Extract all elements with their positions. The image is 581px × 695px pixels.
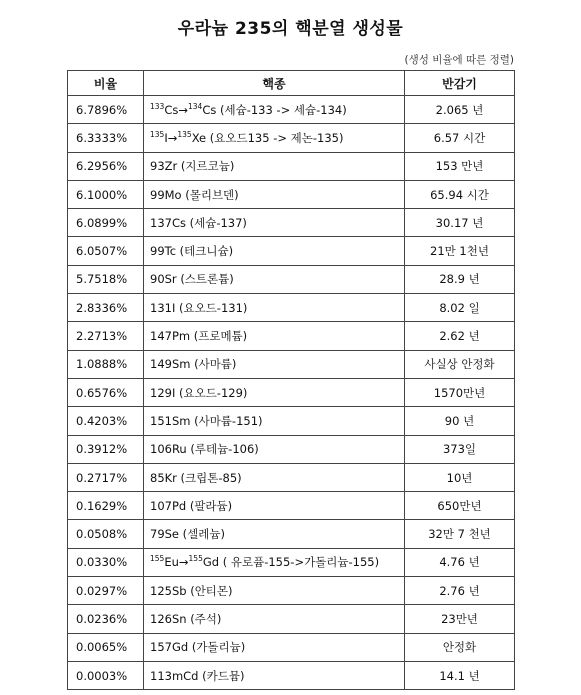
ratio-cell: 1.0888%: [68, 350, 144, 378]
table-row: [68, 237, 515, 265]
sort-note: (생성 비율에 따른 정렬): [404, 54, 514, 66]
halflife-cell: 21만 1천년: [405, 237, 515, 265]
ratio-cell: 2.2713%: [68, 322, 144, 350]
halflife-cell: 373일: [405, 435, 515, 463]
halflife-cell: 14.1 년: [405, 661, 515, 689]
ratio-cell: 6.7896%: [68, 96, 144, 124]
nuclide-cell: 113mCd (카드뮴): [144, 661, 405, 689]
halflife-cell: 28.9 년: [405, 265, 515, 293]
halflife-cell: 4.76 년: [405, 548, 515, 576]
table-row: [68, 548, 515, 576]
nuclide-cell: 93Zr (지르코늄): [144, 152, 405, 180]
mass-number: 135: [177, 129, 192, 139]
header-halflife: 반감기: [405, 71, 515, 96]
nuclide-cell: [144, 124, 405, 152]
nuclide-cell: 107Pd (팔라듐): [144, 492, 405, 520]
nuclide-cell: 147Pm (프로메튬): [144, 322, 405, 350]
table-row: [68, 180, 515, 208]
nuclide-cell: [144, 96, 405, 124]
table-row: [68, 350, 515, 378]
ratio-cell: 0.0297%: [68, 577, 144, 605]
page-title: 우라늄 235의 핵분열 생성물: [177, 19, 404, 39]
halflife-cell: 32만 7 천년: [405, 520, 515, 548]
table-row: [68, 265, 515, 293]
nuclide-text: Cs (세슘-133 -> 세슘-134): [202, 102, 347, 117]
table-row: [68, 463, 515, 491]
table-row: [68, 633, 515, 661]
ratio-cell: 6.1000%: [68, 180, 144, 208]
mass-number: 155: [150, 554, 165, 564]
nuclide-cell: 85Kr (크립톤-85): [144, 463, 405, 491]
nuclide-text: Xe (요오드135 -> 제논-135): [191, 130, 344, 145]
header-nuclide: 핵종: [144, 71, 405, 96]
ratio-cell: 0.0330%: [68, 548, 144, 576]
nuclide-cell: 106Ru (루테늄-106): [144, 435, 405, 463]
halflife-cell: 2.62 년: [405, 322, 515, 350]
nuclide-cell: [144, 548, 405, 576]
nuclide-text: Gd ( 유로퓸-155->가돌리늄-155): [202, 555, 380, 570]
table-header-row: [68, 71, 515, 96]
halflife-cell: 2.065 년: [405, 96, 515, 124]
nuclide-cell: 151Sm (사마륨-151): [144, 407, 405, 435]
halflife-cell: 8.02 일: [405, 294, 515, 322]
ratio-cell: 0.3912%: [68, 435, 144, 463]
nuclide-cell: 149Sm (사마륨): [144, 350, 405, 378]
table-row: [68, 96, 515, 124]
table-row: [68, 152, 515, 180]
nuclide-cell: 79Se (셀레늄): [144, 520, 405, 548]
nuclide-cell: 157Gd (가돌리늄): [144, 633, 405, 661]
nuclide-cell: 129I (요오드-129): [144, 378, 405, 406]
nuclide-text: Cs→: [164, 102, 188, 117]
mass-number: 133: [150, 101, 165, 111]
halflife-cell: 90 년: [405, 407, 515, 435]
table-row: [68, 492, 515, 520]
mass-number: 134: [188, 101, 203, 111]
ratio-cell: 0.1629%: [68, 492, 144, 520]
table-row: [68, 577, 515, 605]
ratio-cell: 6.3333%: [68, 124, 144, 152]
halflife-cell: 10년: [405, 463, 515, 491]
nuclide-cell: 125Sb (안티몬): [144, 577, 405, 605]
ratio-cell: 0.4203%: [68, 407, 144, 435]
ratio-cell: 0.0508%: [68, 520, 144, 548]
ratio-cell: 5.7518%: [68, 265, 144, 293]
ratio-cell: 0.6576%: [68, 378, 144, 406]
halflife-cell: 사실상 안정화: [405, 350, 515, 378]
nuclide-cell: 99Tc (테크니슘): [144, 237, 405, 265]
halflife-cell: 650만년: [405, 492, 515, 520]
halflife-cell: 23만년: [405, 605, 515, 633]
ratio-cell: 6.2956%: [68, 152, 144, 180]
table-row: [68, 435, 515, 463]
nuclide-text: I→: [164, 130, 178, 145]
halflife-cell: 30.17 년: [405, 209, 515, 237]
table-row: [68, 605, 515, 633]
table-row: [68, 520, 515, 548]
table-row: [68, 209, 515, 237]
ratio-cell: 6.0507%: [68, 237, 144, 265]
ratio-cell: 0.0236%: [68, 605, 144, 633]
nuclide-cell: 137Cs (세슘-137): [144, 209, 405, 237]
table-row: [68, 322, 515, 350]
table-row: [68, 124, 515, 152]
nuclide-cell: 99Mo (몰리브덴): [144, 180, 405, 208]
nuclide-cell: 126Sn (주석): [144, 605, 405, 633]
nuclide-cell: 90Sr (스트론튬): [144, 265, 405, 293]
fission-products-table: [67, 70, 515, 690]
halflife-cell: 65.94 시간: [405, 180, 515, 208]
nuclide-cell: 131I (요오드-131): [144, 294, 405, 322]
nuclide-text: Eu→: [164, 555, 189, 570]
halflife-cell: 1570만년: [405, 378, 515, 406]
table-row: [68, 661, 515, 689]
mass-number: 155: [188, 554, 203, 564]
halflife-cell: 안정화: [405, 633, 515, 661]
table-row: [68, 407, 515, 435]
table-row: [68, 378, 515, 406]
ratio-cell: 0.0003%: [68, 661, 144, 689]
ratio-cell: 6.0899%: [68, 209, 144, 237]
ratio-cell: 0.2717%: [68, 463, 144, 491]
halflife-cell: 6.57 시간: [405, 124, 515, 152]
ratio-cell: 0.0065%: [68, 633, 144, 661]
table-row: [68, 294, 515, 322]
header-ratio: 비율: [68, 71, 144, 96]
halflife-cell: 2.76 년: [405, 577, 515, 605]
halflife-cell: 153 만년: [405, 152, 515, 180]
mass-number: 135: [150, 129, 165, 139]
ratio-cell: 2.8336%: [68, 294, 144, 322]
